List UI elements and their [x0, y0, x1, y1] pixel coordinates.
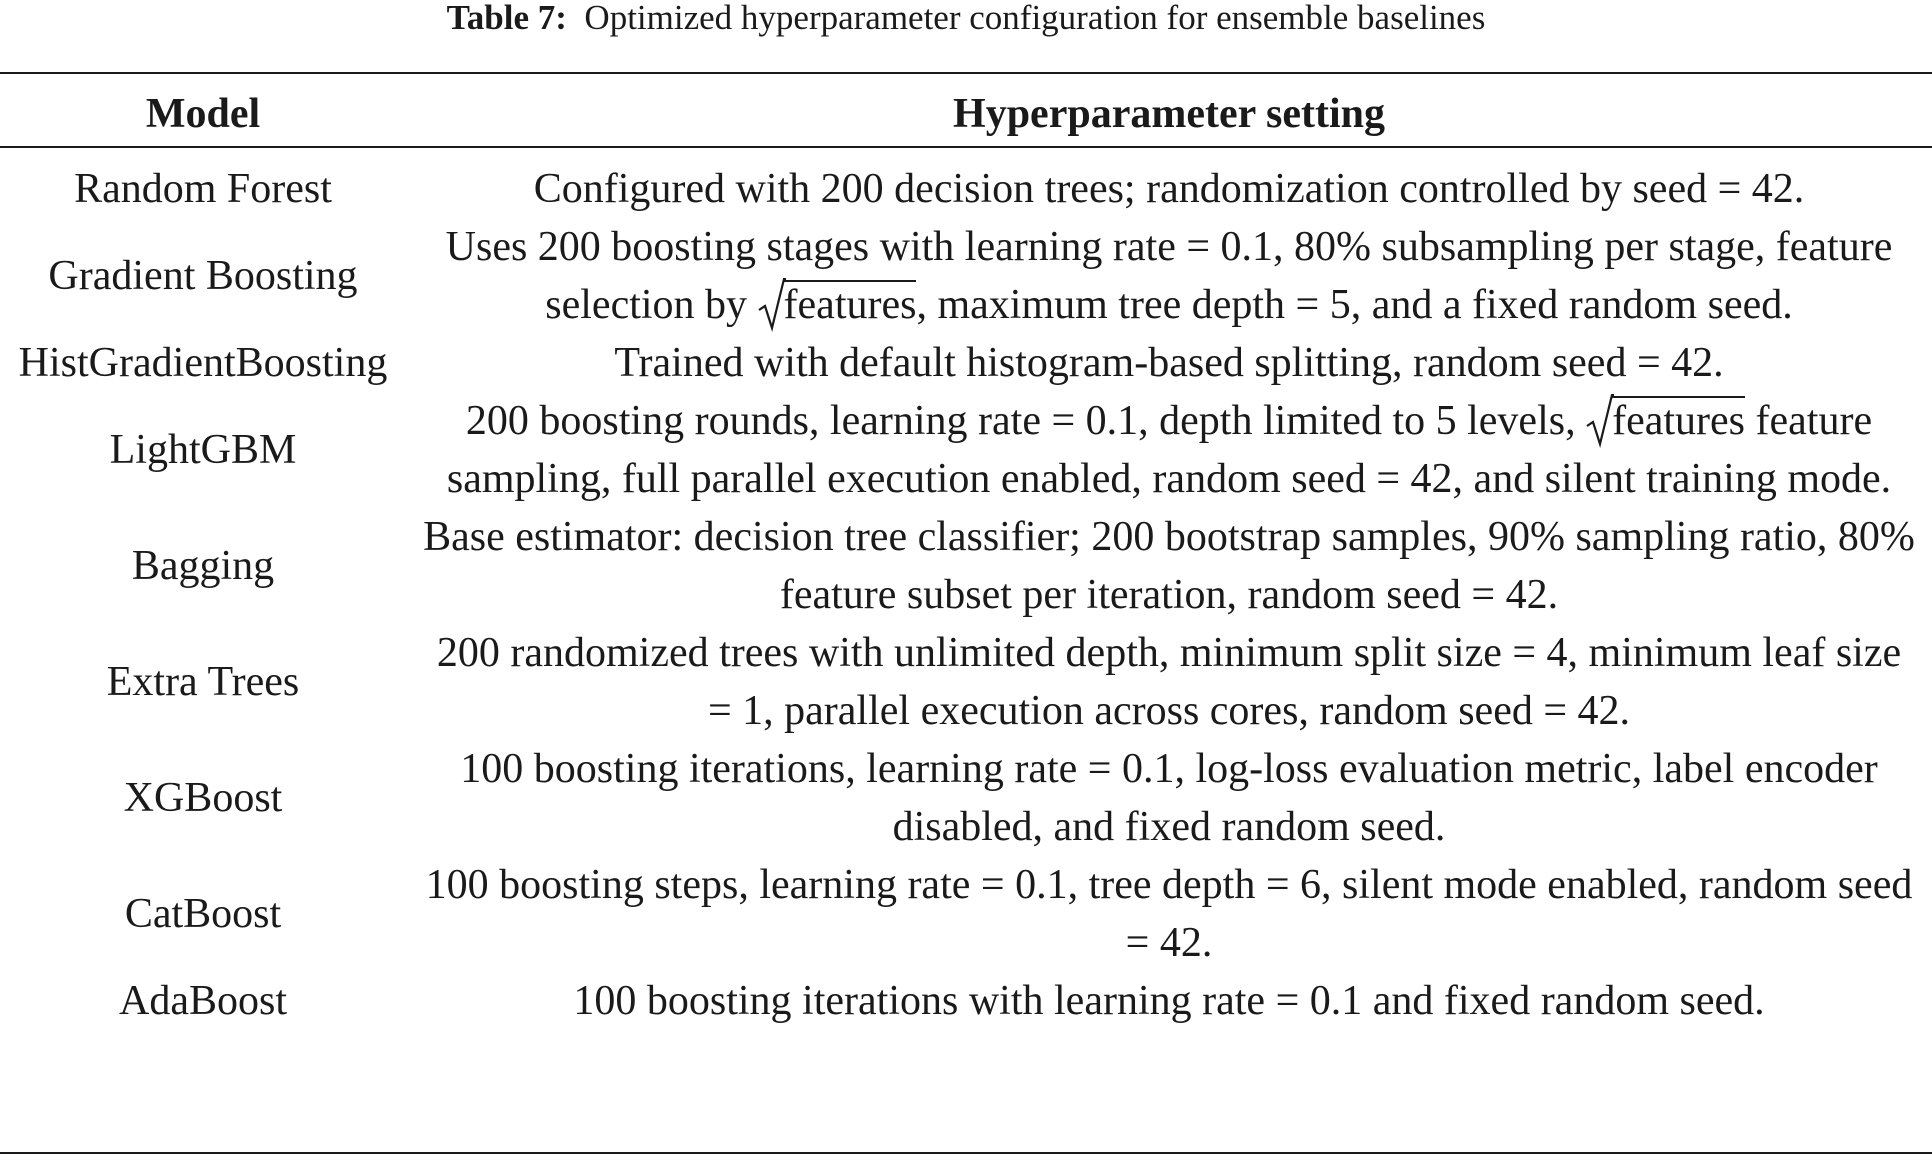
- caption-text: Optimized hyperparameter configuration for ensemble baselines: [584, 0, 1486, 37]
- setting-text: Uses 200 boosting stages with learning rate = 0.1, 80% subsampling per stage, feature selection by: [445, 224, 1893, 328]
- model-cell: Random Forest: [74, 166, 332, 212]
- table-row: [0, 152, 1932, 218]
- setting-text: Configured with 200 decision trees; randomization controlled by seed = 42.: [533, 166, 1805, 212]
- header-setting: Hyperparameter setting: [953, 91, 1385, 137]
- table-row: [0, 218, 1932, 334]
- setting-text: 100 boosting iterations with learning rate = 0.1 and fixed random seed.: [573, 978, 1765, 1024]
- model-cell: Bagging: [131, 543, 275, 589]
- header-row: [0, 82, 1932, 152]
- setting-cell: [406, 856, 1932, 972]
- sqrt-term: features: [783, 282, 917, 328]
- setting-text: 100 boosting iterations, learning rate = 0.1, log-loss evaluation metric, label encoder disabled, and fixed random seed.: [460, 746, 1878, 850]
- model-cell: AdaBoost: [119, 978, 287, 1024]
- table-caption: [0, 0, 1932, 40]
- model-cell: Extra Trees: [106, 659, 300, 705]
- sqrt-expression: [1586, 396, 1745, 445]
- setting-text: 200 randomized trees with unlimited depth, minimum split size = 4, minimum leaf size = 1, parallel execution across cores, random seed = 42.: [436, 630, 1902, 734]
- setting-cell: [406, 218, 1932, 334]
- sqrt-term: features: [1612, 398, 1746, 444]
- table-row: [0, 624, 1932, 740]
- model-cell: Gradient Boosting: [48, 253, 358, 299]
- setting-cell: [406, 152, 1932, 218]
- table-row: [0, 508, 1932, 624]
- hyperparameter-table: [0, 82, 1932, 1030]
- table-row: [0, 740, 1932, 856]
- setting-text: 100 boosting steps, learning rate = 0.1, tree depth = 6, silent mode enabled, random seed = 42.: [425, 862, 1913, 966]
- model-cell: LightGBM: [109, 427, 297, 473]
- table-row: [0, 334, 1932, 392]
- radical-sign: [1586, 394, 1614, 448]
- table-row: [0, 972, 1932, 1030]
- setting-cell: [406, 972, 1932, 1030]
- table-row: [0, 856, 1932, 972]
- setting-cell: [406, 740, 1932, 856]
- setting-cell: [406, 624, 1932, 740]
- model-cell: XGBoost: [123, 775, 283, 821]
- setting-cell: [406, 508, 1932, 624]
- top-rule: [0, 72, 1932, 74]
- table-row: [0, 392, 1932, 508]
- model-cell: CatBoost: [124, 891, 282, 937]
- header-model: Model: [145, 91, 261, 137]
- setting-text: Base estimator: decision tree classifier; 200 bootstrap samples, 90% sampling ratio, 80% feature subset per iteration, random seed = 42.: [423, 514, 1915, 618]
- setting-text: , maximum tree depth = 5, and a fixed random seed.: [916, 282, 1793, 328]
- setting-text: Trained with default histogram-based splitting, random seed = 42.: [614, 340, 1724, 386]
- bottom-rule: [0, 1152, 1932, 1154]
- model-cell: HistGradientBoosting: [18, 340, 388, 386]
- radical-sign: [758, 278, 786, 332]
- setting-text: 200 boosting rounds, learning rate = 0.1, depth limited to 5 levels,: [465, 398, 1587, 444]
- caption-label: Table 7:: [446, 0, 567, 37]
- sqrt-expression: [758, 280, 917, 329]
- setting-cell: [406, 334, 1932, 392]
- setting-cell: [406, 392, 1932, 508]
- setting-text: feature sampling, full parallel execution enabled, random seed = 42, and silent training mode.: [446, 398, 1892, 502]
